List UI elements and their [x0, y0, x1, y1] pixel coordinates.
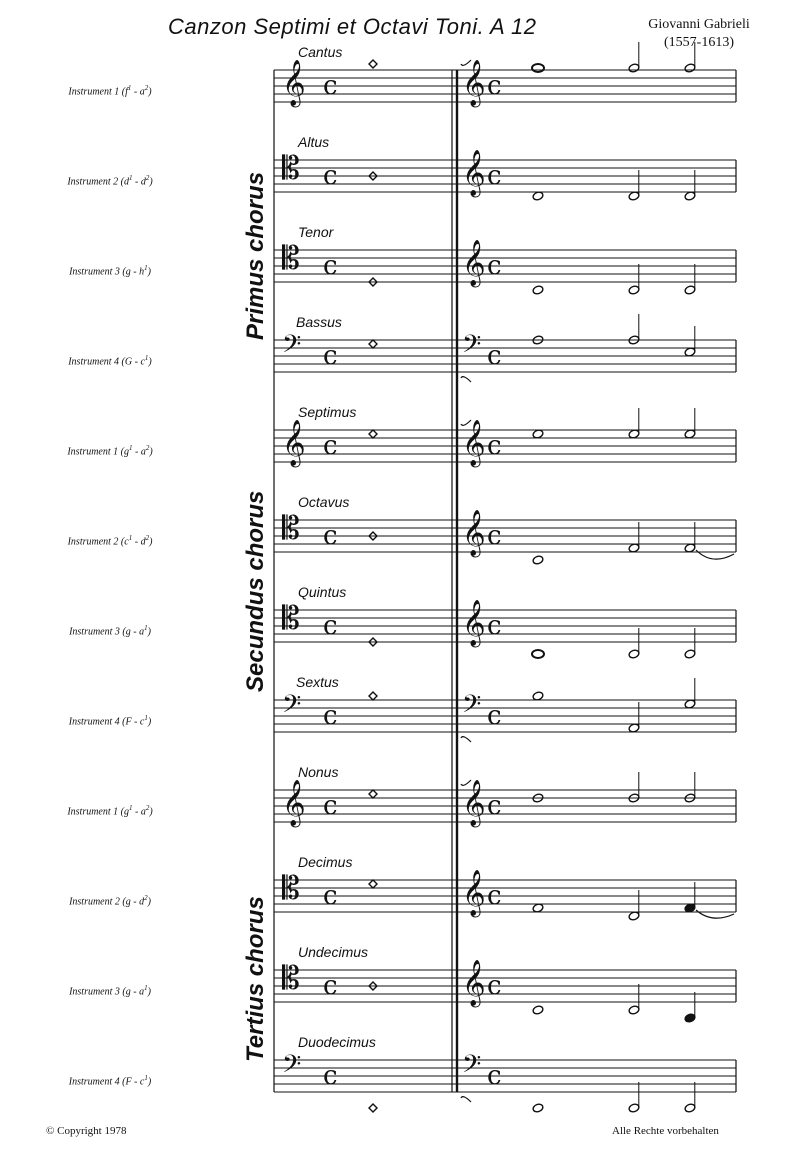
- staff-9-time-signature-second: c: [487, 791, 502, 821]
- page-title: Canzon Septimi et Octavi Toni. A 12: [168, 14, 537, 39]
- staff-12-diamond-note: [369, 1104, 377, 1112]
- staff-12-note-3: [684, 1103, 696, 1113]
- staff-3-clef-first: 𝄡: [282, 239, 300, 277]
- staff-7-note-3: [684, 649, 696, 659]
- staff-7-note-2: [628, 649, 640, 659]
- instrument-label: Instrument 1 $(g^1 - a^2)$: [67, 444, 153, 458]
- instrument-label: Instrument 2 $(c^1 - d^2)$: [67, 534, 153, 548]
- staff-9-clef-second: 𝄞: [462, 780, 486, 826]
- range-low: f: [125, 86, 128, 98]
- range-high: a: [139, 626, 145, 638]
- staff-9-diamond-note: [369, 790, 377, 798]
- voice-label-quintus: Quintus: [298, 584, 347, 600]
- staff-10-clef-first: 𝄡: [282, 869, 300, 907]
- instrument-label: Instrument 3 $(g - h^1)$: [69, 264, 151, 278]
- staff-1-note-2: [628, 63, 640, 73]
- staff-12-clef-second: 𝄢: [462, 1050, 482, 1085]
- instrument-name: Instrument 1 (: [67, 446, 124, 458]
- staff-7-note-1: [532, 650, 544, 658]
- voice-label-tenor: Tenor: [298, 224, 334, 240]
- range-high-octave: 2: [145, 174, 150, 182]
- staff-1-time-signature: c: [323, 71, 338, 101]
- group-bracket-bottom-3: [461, 1097, 471, 1102]
- staff-4-time-signature-second: c: [487, 341, 502, 371]
- range-low: F: [125, 1076, 132, 1088]
- range-low-octave: 1: [128, 534, 133, 542]
- staff-6-clef-first: 𝄡: [282, 509, 300, 547]
- tie-octavus: [696, 550, 734, 559]
- staff-1-diamond-note: [369, 60, 377, 68]
- staff-6-note-1: [532, 555, 544, 565]
- range-high-octave: 1: [144, 624, 148, 632]
- staff-5-diamond-note: [369, 430, 377, 438]
- staff-8-diamond-note: [369, 692, 377, 700]
- range-low: d: [123, 176, 129, 188]
- staff-5-clef-first: 𝄞: [282, 420, 306, 466]
- staff-11-clef-second: 𝄞: [462, 960, 486, 1006]
- staff-10-time-signature: c: [323, 881, 338, 911]
- instrument-label: Instrument 3 $(g - a^1)$: [69, 984, 151, 998]
- range-high: a: [140, 806, 146, 818]
- tie-decimus: [696, 910, 734, 918]
- range-low: g: [123, 806, 129, 818]
- staff-3-time-signature: c: [323, 251, 338, 281]
- voice-label-undecimus: Undecimus: [298, 944, 369, 960]
- chorus-label-1: Primus chorus: [242, 171, 269, 340]
- staff-11-clef-first: 𝄡: [282, 959, 300, 997]
- range-low-octave: 1: [128, 174, 133, 182]
- staff-9-time-signature: c: [323, 791, 338, 821]
- staff-11-time-signature-second: c: [487, 971, 502, 1001]
- range-low-octave: 1: [127, 84, 132, 92]
- staff-1-clef-second: 𝄞: [462, 60, 486, 106]
- staff-2-time-signature: c: [323, 161, 338, 191]
- staff-10-clef-second: 𝄞: [462, 870, 486, 916]
- instrument-name: Instrument 3 (: [69, 266, 126, 278]
- range-high: d: [140, 176, 146, 188]
- instrument-label: Instrument 3 $(g - a^1)$: [69, 624, 151, 638]
- voice-label-duodecimus: Duodecimus: [298, 1034, 376, 1050]
- range-high-octave: 1: [144, 984, 148, 992]
- voice-label-octavus: Octavus: [298, 494, 350, 510]
- composer-name: Giovanni Gabrieli: [648, 17, 750, 32]
- instrument-name: Instrument 4 (: [68, 716, 126, 728]
- range-low: F: [125, 716, 132, 728]
- range-low: g: [125, 626, 131, 638]
- staff-12-clef-first: 𝄢: [282, 1050, 302, 1085]
- range-low: g: [125, 266, 131, 278]
- range-high-octave: 1: [144, 354, 149, 362]
- range-high: d: [139, 896, 145, 908]
- staff-1-note-3: [684, 63, 696, 73]
- range-low: g: [125, 896, 131, 908]
- instrument-name: Instrument 1 (: [67, 806, 124, 818]
- staff-10-time-signature-second: c: [487, 881, 502, 911]
- range-high-octave: 1: [144, 264, 148, 272]
- range-high: a: [139, 986, 145, 998]
- staff-3-note-1: [532, 285, 544, 295]
- voice-label-nonus: Nonus: [298, 764, 339, 780]
- range-high-octave: 2: [144, 84, 149, 92]
- staff-4-clef-second: 𝄢: [462, 330, 482, 365]
- voice-label-altus: Altus: [298, 134, 330, 150]
- instrument-label: Instrument 4 $(G - c^1)$: [68, 354, 152, 368]
- instrument-label: Instrument 2 $(g - d^2)$: [69, 894, 151, 908]
- staff-8-clef-first: 𝄢: [282, 690, 302, 725]
- staff-2-clef-first: 𝄡: [282, 149, 300, 187]
- range-low: g: [125, 986, 131, 998]
- voice-label-decimus: Decimus: [298, 854, 353, 870]
- staff-10-diamond-note: [369, 880, 377, 888]
- instrument-name: Instrument 3 (: [69, 986, 126, 998]
- staff-12-time-signature-second: c: [487, 1061, 502, 1091]
- instrument-label: Instrument 4 $(F - c^1)$: [68, 1074, 152, 1088]
- staff-5-clef-second: 𝄞: [462, 420, 486, 466]
- range-high-octave: 2: [145, 804, 150, 812]
- voice-label-septimus: Septimus: [298, 404, 357, 420]
- staff-6-time-signature-second: c: [487, 521, 502, 551]
- staff-12-time-signature: c: [323, 1061, 338, 1091]
- staff-3-note-2: [628, 285, 640, 295]
- staff-8-time-signature-second: c: [487, 701, 502, 731]
- staff-7-clef-first: 𝄡: [282, 599, 300, 637]
- range-high: h: [139, 266, 145, 278]
- staff-3-time-signature-second: c: [487, 251, 502, 281]
- range-low: c: [124, 536, 129, 548]
- instrument-label: Instrument 1 $(f^1 - a^2)$: [68, 84, 152, 98]
- range-high-octave: 2: [145, 444, 150, 452]
- instrument-name: Instrument 4 (: [68, 356, 125, 368]
- staff-11-note-1: [532, 1005, 544, 1015]
- rights-notice: Alle Rechte vorbehalten: [612, 1125, 719, 1137]
- voice-label-cantus: Cantus: [298, 44, 343, 60]
- instrument-name: Instrument 3 (: [69, 626, 126, 638]
- staff-5-time-signature: c: [323, 431, 338, 461]
- range-high-octave: 1: [144, 714, 148, 722]
- staff-4-diamond-note: [369, 340, 377, 348]
- instrument-name: Instrument 4 (: [68, 1076, 126, 1088]
- group-bracket-bottom-1: [461, 377, 471, 382]
- staff-2-time-signature-second: c: [487, 161, 502, 191]
- range-high: c: [139, 1076, 145, 1088]
- range-high: c: [139, 716, 145, 728]
- range-low-octave: 1: [128, 444, 133, 452]
- staff-2-clef-second: 𝄞: [462, 150, 486, 196]
- range-high: d: [140, 536, 146, 548]
- staff-3-clef-second: 𝄞: [462, 240, 486, 286]
- staff-8-time-signature: c: [323, 701, 338, 731]
- staff-7-clef-second: 𝄞: [462, 600, 486, 646]
- instrument-name: Instrument 2 (: [67, 176, 124, 188]
- range-high: a: [139, 86, 145, 98]
- voice-label-bassus: Bassus: [296, 314, 342, 330]
- instrument-name: Instrument 2 (: [69, 896, 126, 908]
- range-high: a: [140, 446, 146, 458]
- range-low-octave: 1: [128, 804, 133, 812]
- staff-8-clef-second: 𝄢: [462, 690, 482, 725]
- staff-6-time-signature: c: [323, 521, 338, 551]
- staff-4-clef-first: 𝄢: [282, 330, 302, 365]
- staff-1-note-1: [532, 64, 544, 72]
- staff-6-clef-second: 𝄞: [462, 510, 486, 556]
- staff-12-note-2: [628, 1103, 640, 1113]
- staff-1-time-signature-second: c: [487, 71, 502, 101]
- instrument-label: Instrument 2 $(d^1 - d^2)$: [67, 174, 153, 188]
- voice-label-sextus: Sextus: [296, 674, 339, 690]
- staff-11-note-3: [684, 1013, 696, 1023]
- group-bracket-bottom-2: [461, 737, 471, 742]
- instrument-label: Instrument 4 $(F - c^1)$: [68, 714, 152, 728]
- instrument-label: Instrument 1 $(g^1 - a^2)$: [67, 804, 153, 818]
- staff-12-note-1: [532, 1103, 544, 1113]
- staff-7-time-signature: c: [323, 611, 338, 641]
- range-low: G: [124, 356, 133, 368]
- staff-9-clef-first: 𝄞: [282, 780, 306, 826]
- copyright-notice: © Copyright 1978: [46, 1125, 127, 1137]
- range-low: g: [123, 446, 129, 458]
- staff-7-time-signature-second: c: [487, 611, 502, 641]
- staff-5-time-signature-second: c: [487, 431, 502, 461]
- chorus-label-3: Tertius chorus: [242, 896, 269, 1062]
- range-high-octave: 2: [144, 894, 148, 902]
- staff-1-clef-first: 𝄞: [282, 60, 306, 106]
- staff-11-time-signature: c: [323, 971, 338, 1001]
- composer-dates: (1557-1613): [664, 35, 734, 50]
- chorus-label-2: Secundus chorus: [242, 490, 269, 692]
- instrument-name: Instrument 1 (: [68, 86, 126, 98]
- staff-11-note-2: [628, 1005, 640, 1015]
- range-high-octave: 2: [145, 534, 150, 542]
- range-high: c: [140, 356, 145, 368]
- staff-3-note-3: [684, 285, 696, 295]
- range-high-octave: 1: [144, 1074, 148, 1082]
- instrument-name: Instrument 2 (: [67, 536, 125, 548]
- staff-4-time-signature: c: [323, 341, 338, 371]
